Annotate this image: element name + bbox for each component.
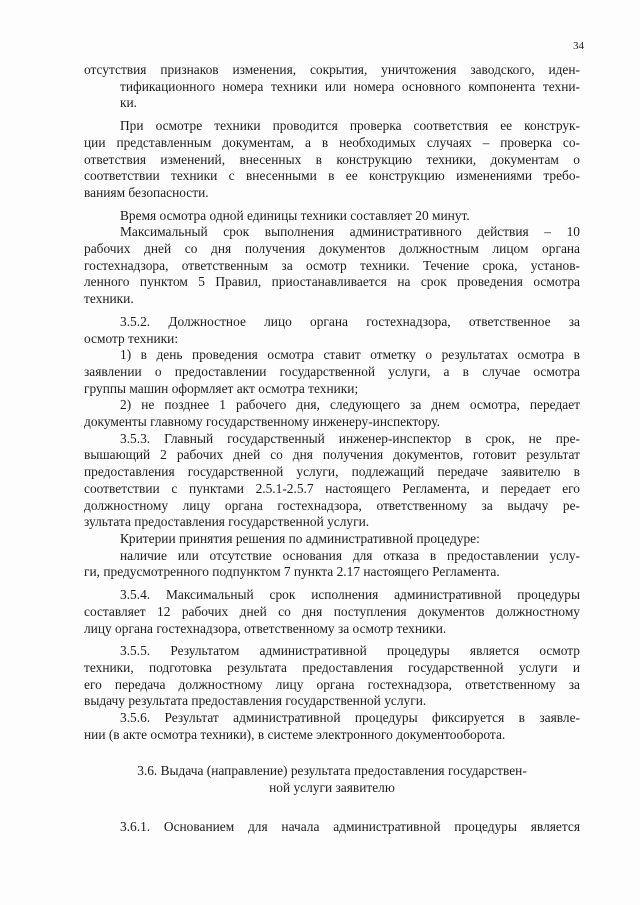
- text-line: соответствии техники с внесенными в ее конструкцию изменениями требо-: [84, 168, 580, 184]
- text-line: ки.: [120, 95, 138, 111]
- paragraph: [84, 208, 580, 225]
- text-line: осмотр техники:: [84, 330, 179, 346]
- paragraph: [84, 710, 580, 743]
- text-line: вышающий 2 рабочих дней со дня получения документов, готовит результат: [84, 447, 580, 463]
- text-line: ги, предусмотренного подпунктом 7 пункта 2.17 настоящего Регламента.: [84, 564, 500, 580]
- text-line: 3.5.3. Главный государственный инженер-инспектор в срок, не пре-: [120, 430, 580, 446]
- text-line: составляет 12 рабочих дней со дня поступления документов должностному: [84, 603, 580, 619]
- paragraph: [84, 643, 580, 710]
- text-line: техники, подготовка результата предоставления государственной услуги и: [84, 659, 580, 675]
- text-line: лицу органа гостехнадзора, ответственному за осмотр техники.: [84, 620, 447, 636]
- text-line: выдачу результата предоставления государственной услуги.: [84, 693, 427, 709]
- paragraph: [84, 531, 580, 548]
- text-line: заявлении о предоставлении государственной услуги, а в случае осмотра: [84, 363, 580, 379]
- text-line: тификационного номера техники или номера основного компонента техни-: [120, 78, 580, 94]
- paragraph: [84, 397, 580, 430]
- text-line: должностному лицу органа гостехнадзора, ответственному за выдачу ре-: [84, 497, 580, 513]
- heading-line: 3.6. Выдача (направление) результата предоставления государствен-: [137, 763, 527, 779]
- heading-line: ной услуги заявителю: [269, 780, 395, 796]
- text-line: его передача должностному лицу органа гостехнадзора, ответственному за: [84, 676, 580, 692]
- document-body: [84, 62, 580, 836]
- text-line: отсутствия признаков изменения, сокрытия, уничтожения заводского, иден-: [84, 62, 580, 77]
- paragraph: [84, 819, 580, 836]
- text-line: техники.: [84, 291, 134, 307]
- text-line: При осмотре техники проводится проверка соответствия ее конструк-: [120, 118, 580, 134]
- text-line: Критерии принятия решения по административной процедуре:: [120, 530, 480, 546]
- paragraph: [84, 314, 580, 347]
- text-line: нии (в акте осмотра техники), в системе электронного документооборота.: [84, 726, 506, 742]
- text-line: группы машин оформляет акт осмотра техники;: [84, 380, 359, 396]
- text-line: 3.6.1. Основанием для начала административной процедуры является: [120, 818, 580, 834]
- paragraph: [84, 62, 580, 112]
- text-line: гостехнадзора, ответственным за осмотр техники. Течение срока, установ-: [84, 257, 580, 273]
- text-line: 3.5.4. Максимальный срок исполнения административной процедуры: [120, 587, 580, 603]
- page-number: 34: [573, 40, 584, 52]
- text-line: 1) в день проведения осмотра ставит отметку о результатах осмотра в: [120, 347, 580, 363]
- text-line: зультата предоставления государственной услуги.: [84, 514, 370, 530]
- paragraph: [84, 431, 580, 531]
- text-line: Максимальный срок выполнения административного действия – 10: [120, 224, 580, 240]
- text-line: документы главному государственному инженеру-инспектору.: [84, 414, 440, 430]
- text-line: ции представленным документам, а в необходимых случаях – проверка со-: [84, 134, 580, 150]
- text-line: 3.5.2. Должностное лицо органа гостехнадзора, ответственное за: [120, 313, 580, 329]
- text-line: наличие или отсутствие основания для отказа в предоставлении услу-: [120, 547, 580, 563]
- text-line: рабочих дней со дня получения документов должностным лицом органа: [84, 241, 580, 257]
- text-line: ленного пунктом 5 Правил, приостанавливается на срок проведения осмотра: [84, 274, 580, 290]
- section-heading: [84, 763, 580, 796]
- text-line: ответствия изменений, внесенных в конструкцию техники, документам о: [84, 151, 580, 167]
- text-line: Время осмотра одной единицы техники составляет 20 минут.: [120, 207, 470, 223]
- paragraph: [84, 587, 580, 637]
- paragraph: [84, 118, 580, 202]
- text-line: 2) не позднее 1 рабочего дня, следующего за днем осмотра, передает: [120, 397, 580, 413]
- text-line: 3.5.6. Результат административной процедуры фиксируется в заявле-: [120, 710, 580, 726]
- paragraph: [84, 347, 580, 397]
- paragraph: [84, 548, 580, 581]
- text-line: предоставления государственной услуги, подлежащий передаче заявителю в: [84, 464, 580, 480]
- text-line: соответствии с пунктами 2.5.1-2.5.7 настоящего Регламента, и передает его: [84, 480, 580, 496]
- text-line: ваниям безопасности.: [84, 184, 209, 200]
- paragraph: [84, 224, 580, 308]
- text-line: 3.5.5. Результатом административной процедуры является осмотр: [120, 643, 580, 659]
